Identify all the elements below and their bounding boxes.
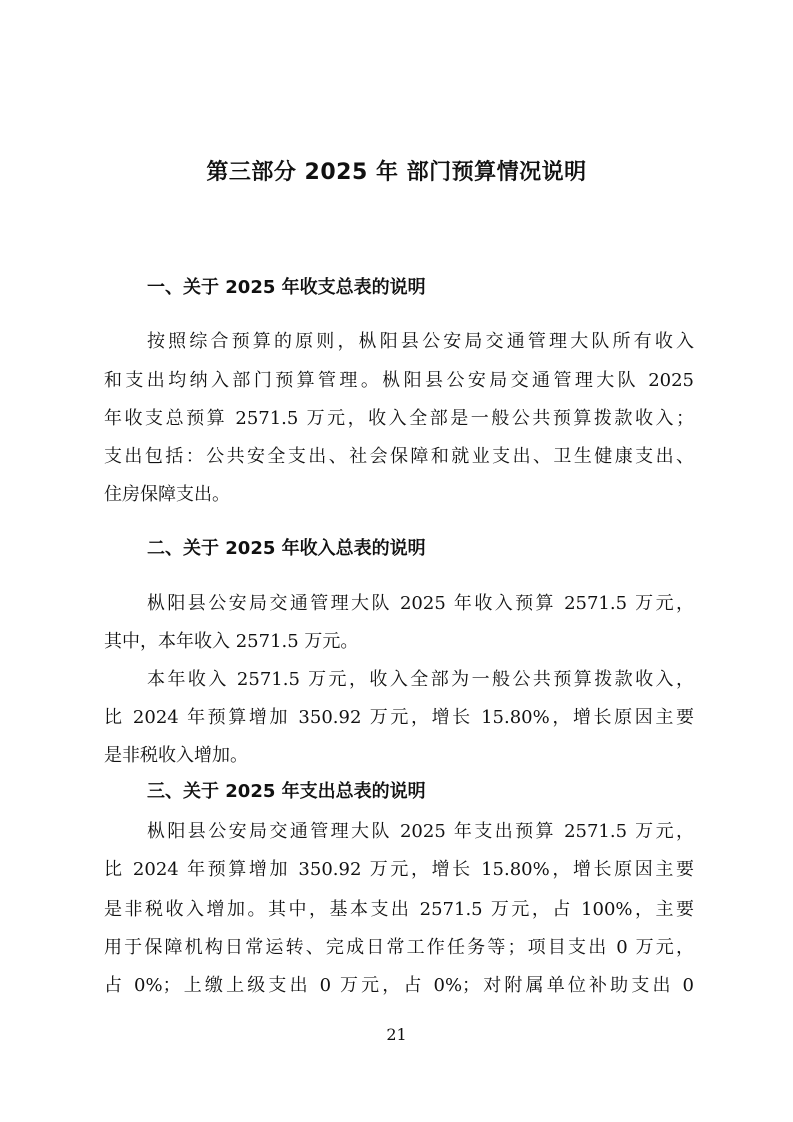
paragraph-line: 比 2024 年预算增加 350.92 万元，增长 15.80%，增长原因主要	[104, 707, 694, 728]
paragraph-line: 支出包括：公共安全支出、社会保障和就业支出、卫生健康支出、	[104, 446, 694, 467]
paragraph-line: 枞阳县公安局交通管理大队 2025 年支出预算 2571.5 万元，	[147, 821, 694, 842]
paragraph-line: 和支出均纳入部门预算管理。枞阳县公安局交通管理大队 2025	[104, 370, 694, 391]
paragraph-line: 枞阳县公安局交通管理大队 2025 年收入预算 2571.5 万元，	[147, 593, 694, 614]
page-number: 21	[386, 1025, 407, 1044]
paragraph-line: 是非税收入增加。其中，基本支出 2571.5 万元，占 100%，主要	[104, 899, 694, 920]
paragraph-line: 住房保障支出。	[104, 484, 230, 505]
paragraph-line: 其中，本年收入 2571.5 万元。	[104, 631, 359, 652]
section-heading: 三、关于 2025 年支出总表的说明	[147, 781, 426, 802]
paragraph-line: 是非税收入增加。	[104, 745, 248, 766]
paragraph-line: 比 2024 年预算增加 350.92 万元，增长 15.80%，增长原因主要	[104, 859, 694, 880]
section-heading: 一、关于 2025 年收支总表的说明	[147, 277, 426, 298]
paragraph-line: 用于保障机构日常运转、完成日常工作任务等；项目支出 0 万元，	[104, 937, 694, 958]
paragraph-line: 按照综合预算的原则，枞阳县公安局交通管理大队所有收入	[147, 331, 694, 352]
paragraph-line: 年收支总预算 2571.5 万元，收入全部是一般公共预算拨款收入；	[104, 408, 694, 429]
paragraph-line: 本年收入 2571.5 万元，收入全部为一般公共预算拨款收入，	[147, 669, 694, 690]
section-heading: 二、关于 2025 年收入总表的说明	[147, 538, 426, 559]
page-title: 第三部分 2025 年 部门预算情况说明	[206, 160, 587, 185]
paragraph-line: 占 0%；上缴上级支出 0 万元，占 0%；对附属单位补助支出 0	[104, 975, 694, 996]
